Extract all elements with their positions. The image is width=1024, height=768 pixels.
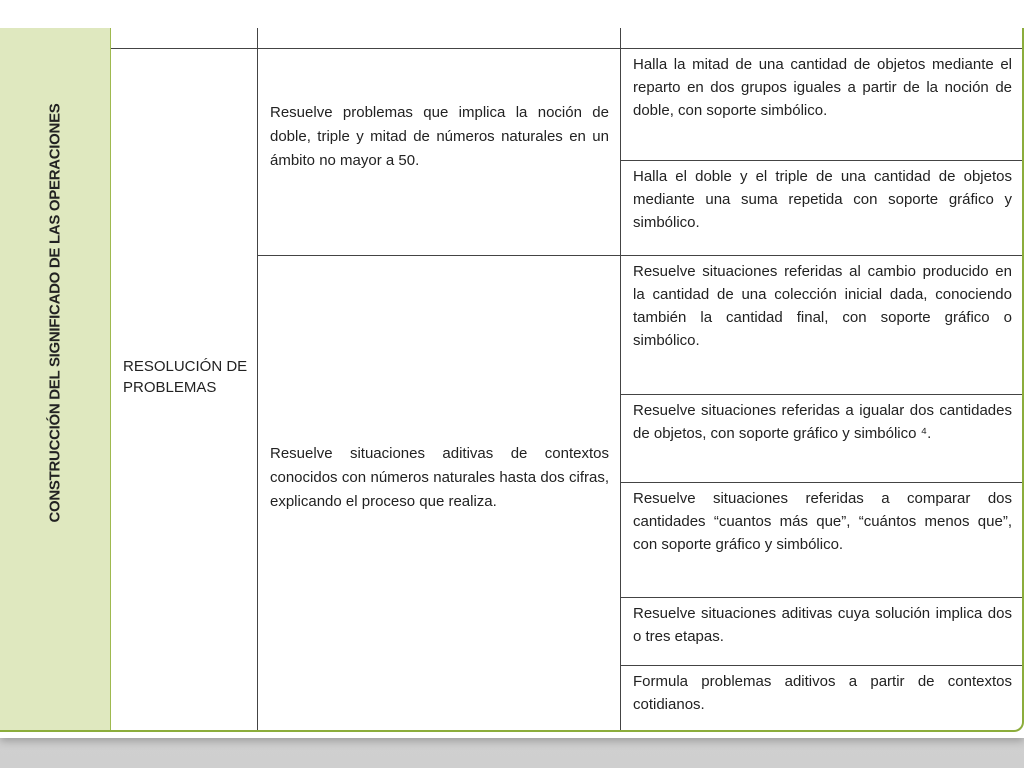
indicator-cell: [621, 256, 1022, 395]
indicator-text: Resuelve situaciones referidas a comparar dos cantidades “cuantos más que”, “cuántos menos que”, con soporte gráfico y simbólico.: [633, 490, 1012, 553]
descriptor-column: [258, 28, 621, 730]
descriptor-cell: [258, 256, 620, 730]
capacity-top-cell: [111, 28, 257, 49]
capacity-label: RESOLUCIÓN DE PROBLEMAS: [123, 358, 248, 396]
domain-column: [0, 28, 111, 730]
descriptor-cell: [258, 49, 620, 256]
indicator-column: [621, 28, 1022, 730]
descriptor-text: Resuelve problemas que implica la noción de doble, triple y mitad de números naturales en un ámbito no mayor a 50.: [270, 104, 609, 169]
descriptor-top-cell: [258, 28, 620, 49]
indicator-top-cell: [621, 28, 1022, 49]
domain-label: CONSTRUCCIÓN DEL SIGNIFICADO DE LAS OPERACIONES: [46, 103, 64, 523]
indicator-text: Halla el doble y el triple de una cantidad de objetos mediante una suma repetida con soporte gráfico y simbólico.: [633, 168, 1012, 231]
competency-table: [0, 28, 1024, 732]
descriptor-text: Resuelve situaciones aditivas de contextos conocidos con números naturales hasta dos cifras, explicando el proceso que realiza.: [270, 445, 609, 510]
indicator-cell: [621, 395, 1022, 483]
indicator-cell: [621, 161, 1022, 256]
capacity-column: [111, 28, 258, 730]
indicator-text: Resuelve situaciones aditivas cuya solución implica dos o tres etapas.: [633, 605, 1012, 645]
indicator-cell: [621, 598, 1022, 666]
indicator-cell: [621, 483, 1022, 598]
indicator-text: Halla la mitad de una cantidad de objetos mediante el reparto en dos grupos iguales a partir de la noción de doble, con soporte simbólico.: [633, 56, 1012, 119]
indicator-text: Formula problemas aditivos a partir de contextos cotidianos.: [633, 673, 1012, 713]
indicator-cell: [621, 666, 1022, 730]
indicator-text: Resuelve situaciones referidas a igualar dos cantidades de objetos, con soporte gráfico y simbólico ⁴.: [633, 402, 1012, 442]
indicator-cell: [621, 49, 1022, 161]
indicator-text: Resuelve situaciones referidas al cambio producido en la cantidad de una colección inicial dada, conociendo también la cantidad final, con soporte gráfico o simbólico.: [633, 263, 1012, 349]
